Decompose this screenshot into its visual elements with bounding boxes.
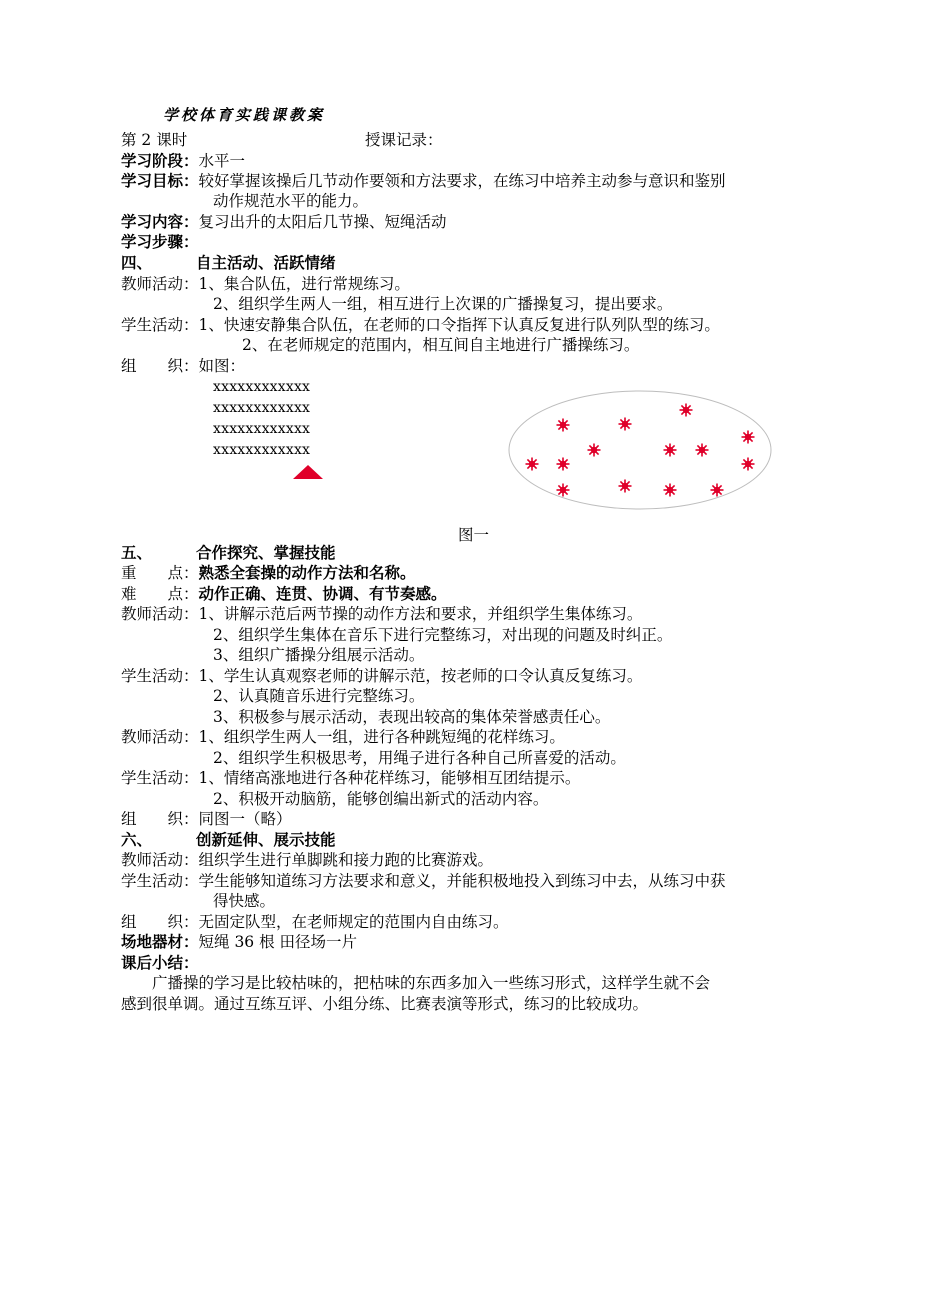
student-star-icon [619, 418, 632, 431]
sec5-org-label: 组 织： [121, 810, 199, 828]
equipment-row [121, 932, 357, 952]
sec5-student-item: 3、积极参与展示活动，表现出较高的集体荣誉感责任心。 [213, 708, 611, 726]
section-6-heading [121, 830, 336, 850]
sec5-key-row [121, 563, 416, 583]
sec5-diff-row [121, 584, 447, 604]
sec6-student-label: 学生活动： [121, 872, 199, 890]
stage-value: 水平一 [198, 152, 246, 170]
section-5-heading [121, 543, 336, 563]
sec5-student-item: 1、学生认真观察老师的讲解示范，按老师的口令认真反复练习。 [198, 667, 643, 685]
sec5-diff-label: 难 点： [121, 585, 199, 603]
section-5-number: 五、 [121, 543, 153, 562]
sec5-teacher-item: 2、组织学生集体在音乐下进行完整练习，对出现的问题及时纠正。 [213, 626, 673, 644]
lesson-number: 第 2 课时 [121, 131, 188, 149]
student-star-icon [711, 484, 724, 497]
sec6-teacher-label: 教师活动： [121, 851, 199, 869]
summary-line-1: 广播操的学习是比较枯味的，把枯味的东西多加入一些练习形式，这样学生就不会 [152, 974, 711, 992]
student-star-icon [588, 444, 601, 457]
document-title: 学校体育实践课教案 [163, 106, 326, 124]
formation-row: xxxxxxxxxxxx [213, 421, 311, 437]
sec5-teacher-item: 1、讲解示范后两节操的动作方法和要求，并组织学生集体练习。 [198, 605, 643, 623]
formation-row: xxxxxxxxxxxx [213, 442, 311, 458]
sec6-org-label: 组 织： [121, 913, 199, 931]
sec5-teacher-row-1 [121, 604, 642, 624]
sec5-teacher2-item: 1、组织学生两人一组，进行各种跳短绳的花样练习。 [198, 728, 565, 746]
sec5-student2-item: 2、积极开动脑筋，能够创编出新式的活动内容。 [213, 790, 549, 808]
section-5-title: 合作探究、掌握技能 [196, 543, 336, 562]
student-star-icon [557, 458, 570, 471]
sec5-teacher2-label: 教师活动： [121, 728, 199, 746]
free-practice-diagram [505, 388, 775, 513]
section-4-number: 四、 [121, 253, 153, 272]
student-star-icon [664, 484, 677, 497]
sec5-student2-label: 学生活动： [121, 769, 199, 787]
sec6-org-row [121, 912, 509, 932]
sec5-diff-value: 动作正确、连贯、协调、有节奏感。 [198, 584, 447, 603]
student-star-icon [526, 458, 539, 471]
sec5-org-row [121, 809, 292, 829]
section-4-title: 自主活动、活跃情绪 [196, 253, 336, 272]
formation-row: xxxxxxxxxxxx [213, 379, 311, 395]
student-star-icon [680, 404, 693, 417]
student-star-icon [696, 444, 709, 457]
student-star-icon [742, 431, 755, 444]
teacher-triangle-icon [290, 462, 326, 482]
goal-label: 学习目标： [121, 171, 199, 190]
figure-caption: 图一 [458, 526, 490, 544]
summary-label: 课后小结： [121, 953, 199, 972]
equipment-label: 场地器材： [121, 932, 199, 951]
sec5-teacher-item: 3、组织广播操分组展示活动。 [213, 646, 425, 664]
sec6-student-line-1: 学生能够知道练习方法要求和意义，并能积极地投入到练习中去，从练习中获 [198, 872, 726, 890]
sec4-student-label: 学生活动： [121, 316, 199, 334]
sec4-student-row-1 [121, 315, 720, 335]
sec5-teacher2-row-1 [121, 727, 565, 747]
sec6-org-value: 无固定队型，在老师规定的范围内自由练习。 [198, 913, 509, 931]
sec5-student-label: 学生活动： [121, 667, 199, 685]
sec5-key-value: 熟悉全套操的动作方法和名称。 [198, 563, 416, 582]
sec6-teacher-row [121, 850, 493, 870]
sec6-student-row [121, 871, 726, 891]
sec5-student-row-1 [121, 666, 642, 686]
section-6-title: 创新延伸、展示技能 [196, 830, 336, 849]
content-label: 学习内容： [121, 212, 199, 231]
stage-row [121, 151, 245, 171]
practice-area-ellipse [509, 391, 771, 509]
sec5-student-item: 2、认真随音乐进行完整练习。 [213, 687, 425, 705]
sec5-org-value: 同图一（略） [198, 810, 292, 828]
sec4-teacher-item: 2、组织学生两人一组，相互进行上次课的广播操复习，提出要求。 [213, 295, 673, 313]
summary-line-2: 感到很单调。通过互练互评、小组分练、比赛表演等形式，练习的比较成功。 [121, 995, 649, 1013]
sec4-teacher-row-1 [121, 274, 410, 294]
equipment-value: 短绳 36 根 田径场一片 [198, 933, 358, 951]
sec5-student2-item: 1、情绪高涨地进行各种花样练习，能够相互团结提示。 [198, 769, 581, 787]
sec4-org-label: 组 织： [121, 357, 199, 375]
student-star-icon [664, 444, 677, 457]
formation-row: xxxxxxxxxxxx [213, 400, 311, 416]
sec5-key-label: 重 点： [121, 564, 199, 582]
sec4-org-value: 如图： [198, 357, 246, 375]
sec4-student-item: 2、在老师规定的范围内，相互间自主地进行广播操练习。 [242, 336, 640, 354]
content-value: 复习出升的太阳后几节操、短绳活动 [198, 213, 447, 231]
student-star-icon [742, 458, 755, 471]
sec6-student-line-2: 得快感。 [213, 892, 276, 910]
student-star-icon [619, 480, 632, 493]
sec5-teacher2-item: 2、组织学生积极思考，用绳子进行各种自己所喜爱的活动。 [213, 749, 626, 767]
steps-label: 学习步骤： [121, 232, 199, 251]
goal-line-2: 动作规范水平的能力。 [213, 192, 369, 210]
section-4-heading [121, 253, 336, 273]
student-star-icon [557, 419, 570, 432]
goal-line-1: 较好掌握该操后几节动作要领和方法要求，在练习中培养主动参与意识和鉴别 [198, 172, 726, 190]
lesson-record-label: 授课记录： [365, 131, 443, 149]
section-6-number: 六、 [121, 830, 153, 849]
stage-label: 学习阶段： [121, 151, 199, 170]
sec4-student-item: 1、快速安静集合队伍，在老师的口令指挥下认真反复进行队列队型的练习。 [198, 316, 720, 334]
sec4-teacher-item: 1、集合队伍，进行常规练习。 [198, 275, 410, 293]
sec4-org-row [121, 356, 245, 376]
student-star-icon [557, 484, 570, 497]
goal-row [121, 171, 726, 191]
sec6-teacher-value: 组织学生进行单脚跳和接力跑的比赛游戏。 [198, 851, 494, 869]
sec5-student2-row-1 [121, 768, 580, 788]
sec4-teacher-label: 教师活动： [121, 275, 199, 293]
content-row [121, 212, 447, 232]
sec5-teacher-label: 教师活动： [121, 605, 199, 623]
